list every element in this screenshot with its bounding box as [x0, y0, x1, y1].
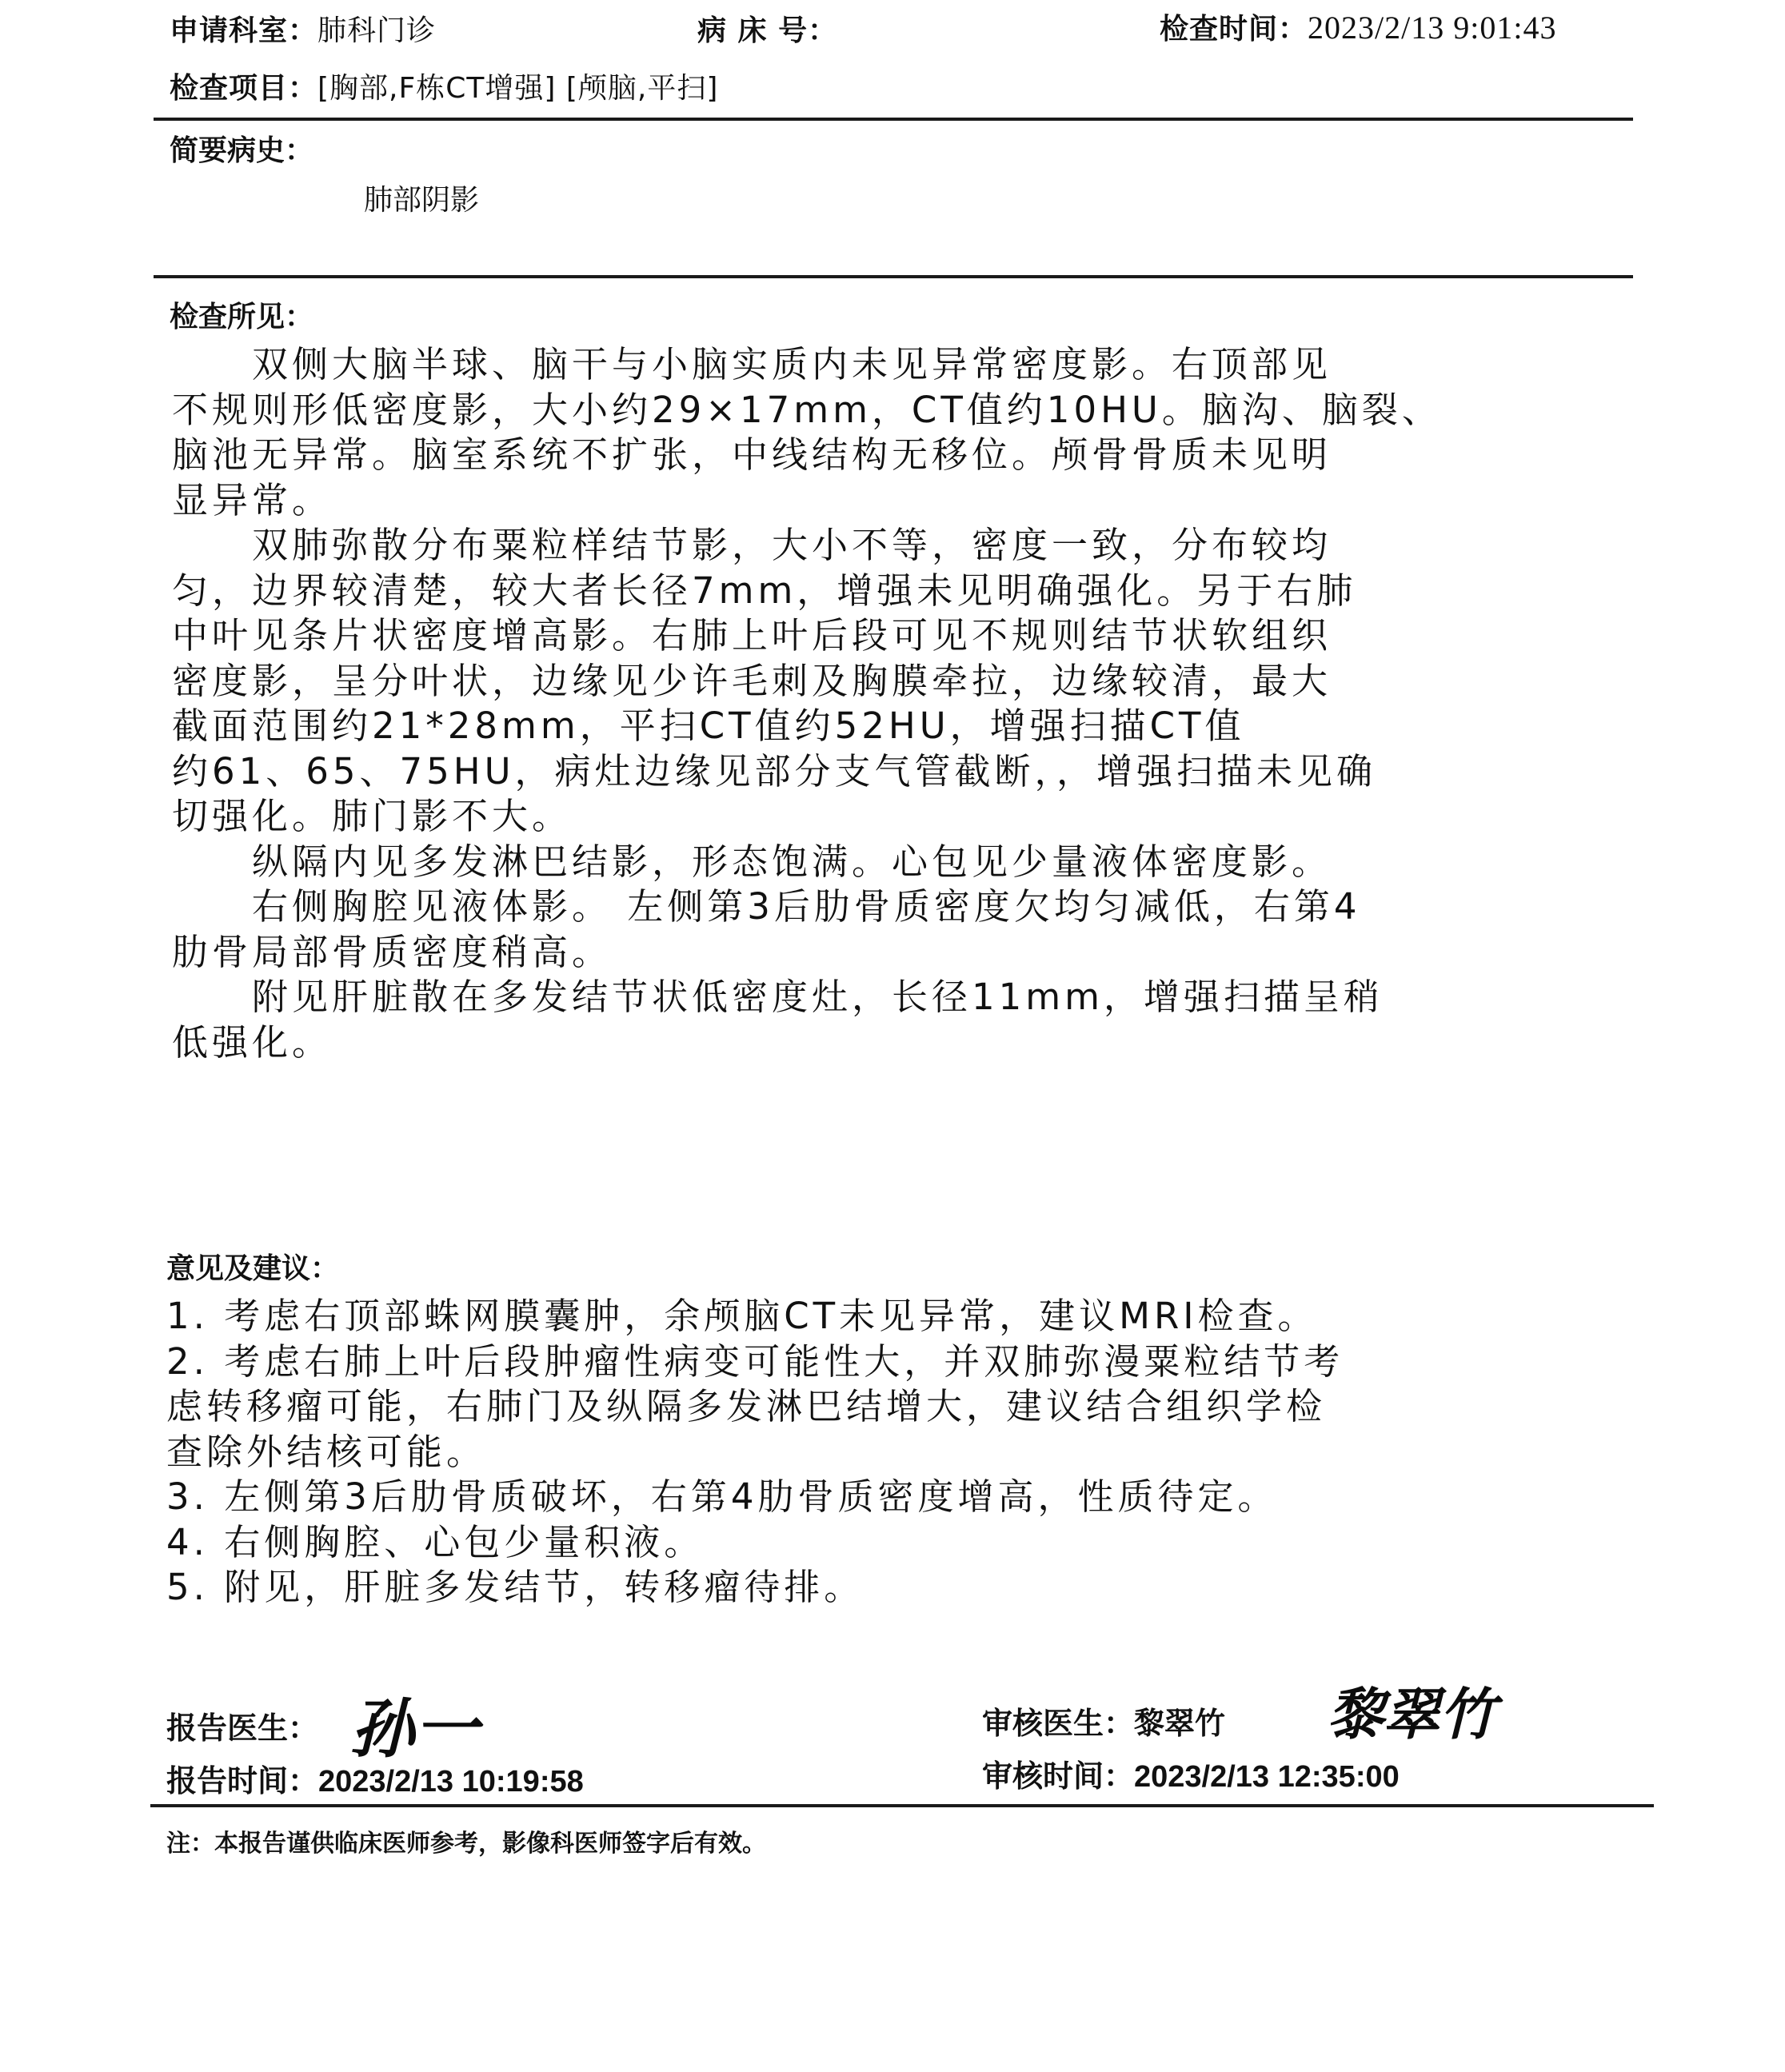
opinion-title: 意见及建议： — [166, 1252, 340, 1285]
findings-line: 双肺弥散分布粟粒样结节影，大小不等，密度一致，分布较均 — [172, 524, 1332, 566]
history-content: 肺部阴影 — [364, 184, 480, 217]
report-doctor-label: 报告医生： — [166, 1711, 319, 1746]
review-time-label: 审核时间： — [982, 1759, 1135, 1794]
findings-line: 约61、65、75HU，病灶边缘见部分支气管截断，，增强扫描未见确 — [172, 749, 1377, 792]
department-label: 申请科室： — [170, 14, 318, 47]
opinion-line: 2. 考虑右肺上叶后段肿瘤性病变可能性大，并双肺弥漫粟粒结节考 — [166, 1339, 1344, 1383]
review-time-value: 2023/2/13 12:35:00 — [1134, 1760, 1400, 1794]
department-value: 肺科门诊 — [317, 14, 437, 47]
exam-time-value: 2023/2/13 9:01:43 — [1308, 10, 1557, 46]
findings-body — [172, 342, 1442, 1065]
opinion-line: 查除外结核可能。 — [166, 1430, 487, 1473]
exam-time-label: 检查时间： — [1160, 13, 1308, 46]
review-doctor-label: 审核医生： — [982, 1706, 1135, 1741]
findings-line: 附见肝脏散在多发结节状低密度灶，长径11mm，增强扫描呈稍 — [172, 976, 1384, 1018]
opinion-line: 5. 附见，肝脏多发结节，转移瘤待排。 — [166, 1566, 865, 1608]
bed-number-label: 病 床 号： — [697, 14, 838, 47]
divider-bottom — [150, 1804, 1654, 1807]
bed-number-field — [697, 8, 837, 49]
report-time-value: 2023/2/13 10:19:58 — [318, 1765, 584, 1799]
report-time-field — [166, 1756, 584, 1800]
opinion-line: 4. 右侧胸腔、心包少量积液。 — [166, 1520, 705, 1563]
findings-line: 纵隔内见多发淋巴结影，形态饱满。心包见少量液体密度影。 — [172, 840, 1332, 883]
report-doctor-signature: 孙一 — [350, 1691, 478, 1767]
review-doctor-signature: 黎翠竹 — [1328, 1681, 1495, 1747]
opinion-body — [166, 1294, 1344, 1611]
findings-line: 脑池无异常。脑室系统不扩张，中线结构无移位。颅骨骨质未见明 — [172, 433, 1332, 476]
findings-line: 双侧大脑半球、脑干与小脑实质内未见异常密度影。右顶部见 — [172, 343, 1332, 385]
findings-line: 右侧胸腔见液体影。 左侧第3后肋骨质密度欠均匀减低，右第4 — [172, 885, 1361, 928]
findings-line: 不规则形低密度影，大小约29×17mm，CT值约10HU。脑沟、脑裂、 — [172, 388, 1442, 431]
department-field — [170, 8, 436, 49]
exam-items-label: 检查项目： — [170, 72, 318, 105]
divider-top — [154, 118, 1633, 121]
findings-title: 检查所见： — [170, 301, 314, 333]
findings-line: 肋骨局部骨质密度稍高。 — [172, 930, 613, 973]
review-time-field — [982, 1751, 1400, 1795]
footer-note: 注：本报告谨供临床医师参考，影像科医师签字后有效。 — [166, 1830, 766, 1858]
findings-line: 截面范围约21*28mm，平扫CT值约52HU，增强扫描CT值 — [172, 705, 1245, 747]
opinion-line: 3. 左侧第3后肋骨质破坏，右第4肋骨质密度增高，性质待定。 — [166, 1475, 1278, 1518]
review-doctor-name: 黎翠竹 — [1134, 1706, 1226, 1741]
opinion-line: 虑转移瘤可能，右肺门及纵隔多发淋巴结增大，建议结合组织学检 — [166, 1385, 1327, 1427]
opinion-line: 1. 考虑右顶部蛛网膜囊肿，余颅脑CT未见异常，建议MRI检查。 — [166, 1295, 1318, 1337]
findings-line: 切强化。肺门影不大。 — [172, 795, 573, 837]
findings-line: 低强化。 — [172, 1020, 333, 1064]
findings-line: 匀，边界较清楚，较大者长径7mm，增强未见明确强化。另于右肺 — [172, 569, 1357, 612]
findings-line: 中叶见条片状密度增高影。右肺上叶后段可见不规则结节状软组织 — [172, 614, 1332, 657]
findings-line: 显异常。 — [172, 478, 333, 521]
exam-items-value: [胸部,F栋CT增强] [颅脑,平扫] — [317, 72, 719, 105]
divider-history — [154, 275, 1633, 278]
exam-items-field — [170, 66, 718, 106]
review-doctor-field — [982, 1699, 1225, 1743]
history-title: 简要病史： — [170, 134, 314, 167]
report-time-label: 报告时间： — [166, 1763, 319, 1799]
exam-time-field — [1160, 6, 1556, 47]
findings-line: 密度影，呈分叶状，边缘见少许毛刺及胸膜牵拉，边缘较清，最大 — [172, 659, 1332, 702]
